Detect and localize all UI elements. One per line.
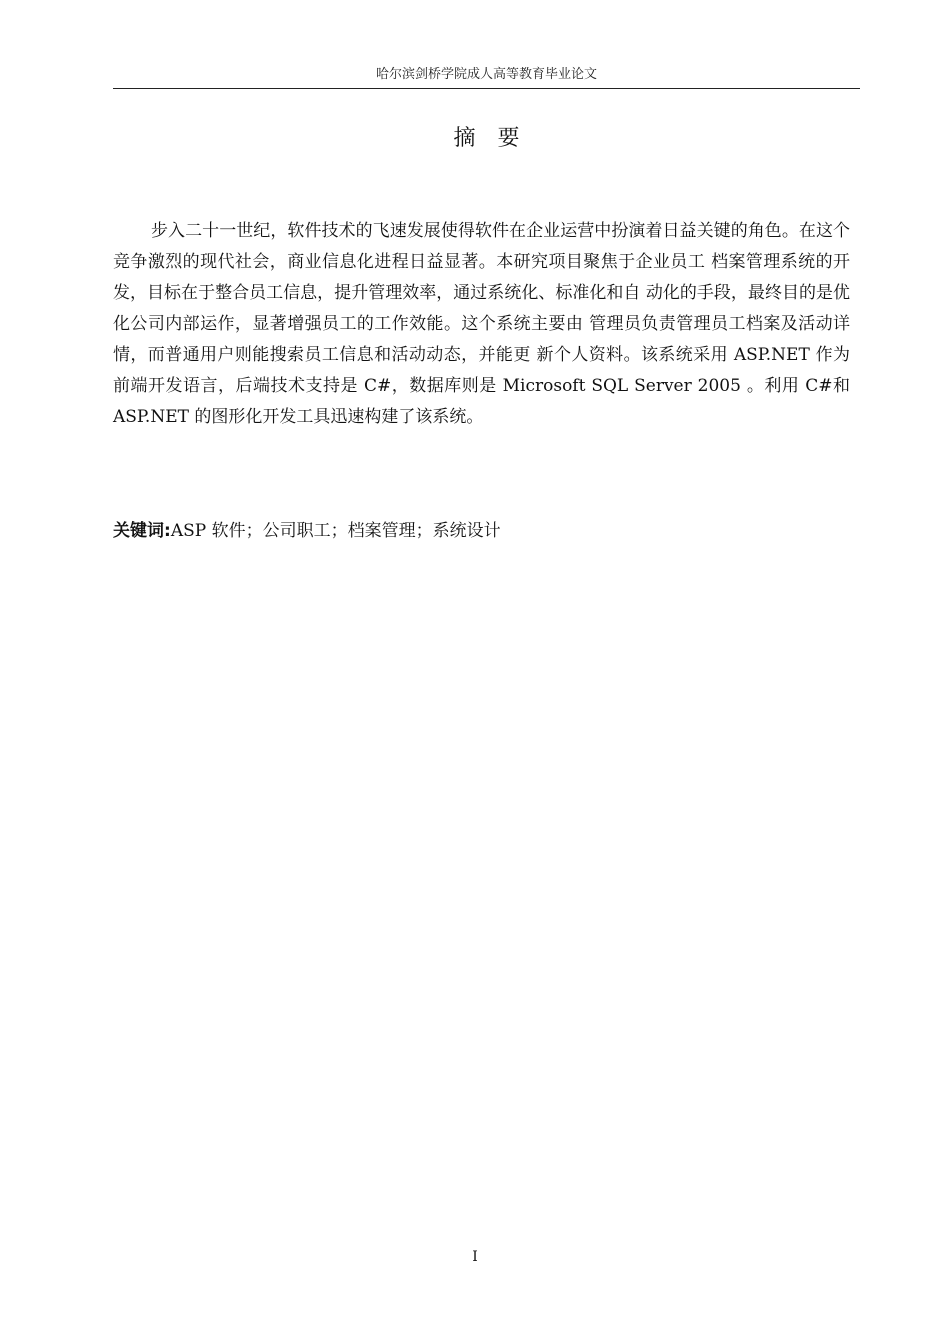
header-title: 哈尔滨剑桥学院成人高等教育毕业论文 bbox=[375, 67, 597, 82]
abstract-body: 步入二十一世纪，软件技术的飞速发展使得软件在企业运营中扮演着日益关键的角色。在这个竞争激烈的现代社会，商业信息化进程日益显著。本研究项目聚焦于企业员工 档案管理系统的开发，目标在于整合员工信息，提升管理效率，通过系统化、标准化和自 动化的手段，最终目的是优化公司内部运作，显著增强员工的工作效能。这个系统主要由 管理员负责管理员工档案及活动详情，而普通用户则能搜索员工信息和活动动态，并能更 新个人资料。该系统采用 ASP.NET 作为前端开发语言，后端技术支持是 C#，数据库则是 Microsoft SQL Server 2005 。利用 C#和 ASP.NET 的图形化开发工具迅速构建了该系统。 bbox=[113, 221, 850, 427]
keywords-label: 关键词: bbox=[113, 521, 171, 541]
page-header bbox=[113, 66, 860, 89]
page-number: I bbox=[472, 1249, 478, 1265]
keywords bbox=[113, 518, 850, 544]
keywords-text: ASP 软件；公司职工；档案管理；系统设计 bbox=[170, 521, 501, 541]
abstract-title: 摘要 bbox=[453, 126, 542, 151]
